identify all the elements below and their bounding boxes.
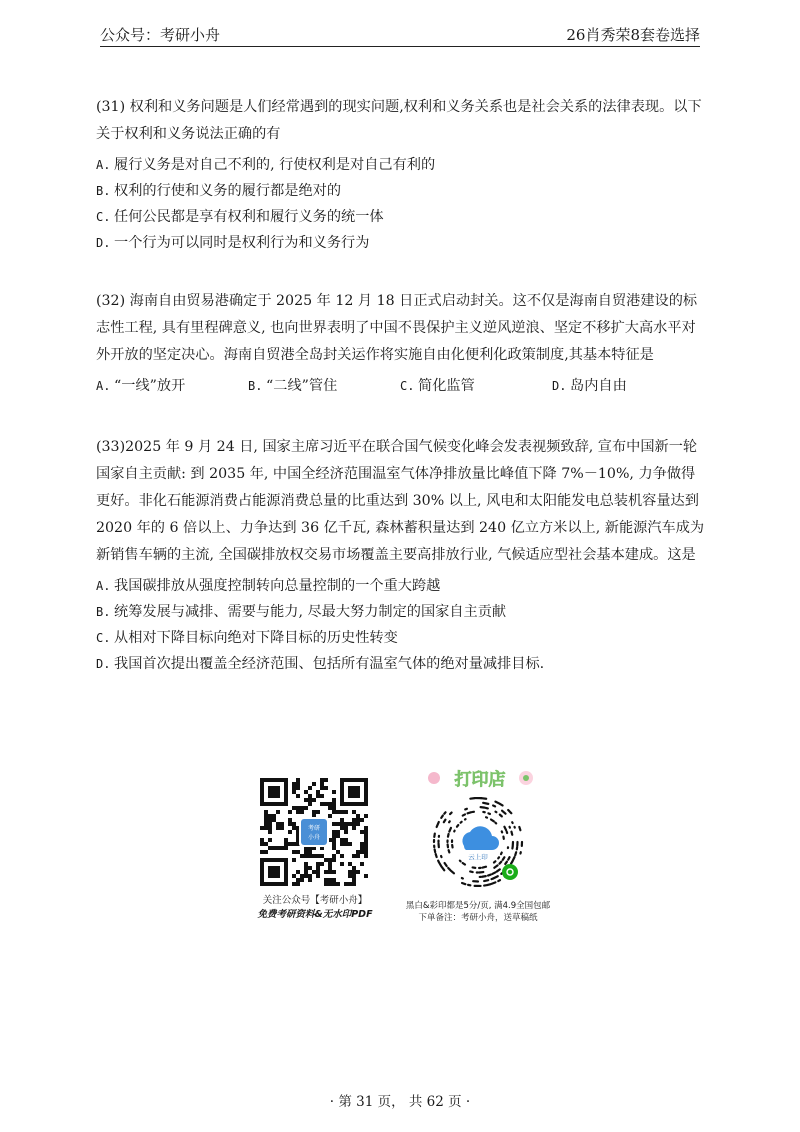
- qr1-caption-line1: 关注公众号【考研小舟】: [262, 895, 368, 906]
- qr2-center-label: 云上印: [468, 853, 488, 861]
- option-list: [96, 152, 706, 256]
- wechat-qr-code[interactable]: [256, 774, 372, 890]
- shop-title: 打印店: [454, 770, 506, 790]
- option-b: B. 统筹发展与减排、需要与能力, 尽最大努力制定的国家自主贡献: [96, 604, 507, 620]
- header-left: 公众号：考研小舟: [100, 26, 221, 44]
- option-d: D. 岛内自由: [552, 378, 627, 394]
- question-32: [96, 288, 706, 399]
- option-text: “二线”管住: [266, 378, 338, 394]
- question-stem: (31) 权利和义务问题是人们经常遇到的现实问题,权利和义务关系也是社会关系的法律表现。以下关于权利和义务说法正确的有: [96, 99, 702, 142]
- option-a: A. “一线”放开: [96, 378, 186, 394]
- page-header: [100, 22, 700, 47]
- option-text: 我国碳排放从强度控制转向总量控制的一个重大跨越: [114, 578, 441, 594]
- wechat-qr-block: [248, 762, 382, 938]
- question-33: [96, 434, 706, 677]
- miniapp-code[interactable]: [428, 792, 528, 892]
- page-footer: · 第 31 页， 共 62 页 ·: [329, 1094, 471, 1110]
- qr1-caption-line2: 免费考研资料&无水印PDF: [257, 909, 373, 920]
- promo-area: [248, 762, 550, 938]
- header-right: 26肖秀荣8套卷选择: [566, 26, 700, 44]
- option-b: B. “二线”管住: [248, 378, 338, 394]
- option-text: “一线”放开: [114, 378, 186, 394]
- option-a: A. 履行义务是对自己不利的, 行使权利是对自己有利的: [96, 157, 436, 173]
- option-a: A. 我国碳排放从强度控制转向总量控制的一个重大跨越: [96, 578, 441, 594]
- option-text: 岛内自由: [570, 378, 627, 394]
- option-b: B. 权利的行使和义务的履行都是绝对的: [96, 183, 342, 199]
- flower-icon: [428, 772, 440, 784]
- question-31: [96, 94, 706, 256]
- option-d: D. 一个行为可以同时是权利行为和义务行为: [96, 235, 370, 251]
- option-c: C. 任何公民都是享有权利和履行义务的统一体: [96, 209, 384, 225]
- option-d: D. 我国首次提出覆盖全经济范围、包括所有温室气体的绝对量减排目标.: [96, 656, 545, 672]
- option-text: 一个行为可以同时是权利行为和义务行为: [114, 235, 370, 251]
- option-c: C. 简化监管: [400, 378, 475, 394]
- option-text: 统筹发展与减排、需要与能力, 尽最大努力制定的国家自主贡献: [114, 604, 507, 620]
- miniapp-icon: [502, 864, 518, 880]
- question-stem: (32) 海南自由贸易港确定于 2025 年 12 月 18 日正式启动封关。这不仅是海南自贸港建设的标志性工程, 具有里程碑意义, 也向世界表明了中国不畏保护主义逆风逆浪、坚定不移扩大高水平对外开放的坚定决心。海南自贸港全岛封关运作将实施自由化便利化政策制度,其基本特征是: [96, 293, 698, 363]
- option-text: 简化监管: [418, 378, 475, 394]
- question-stem: (33)2025 年 9 月 24 日, 国家主席习近平在联合国气候变化峰会发表视频致辞, 宣布中国新一轮国家自主贡献: 到 2035 年, 中国全经济范围温室气体净排放量比峰值下降 7%－10%, 力争做得更好。非化石能源消费占能源消费总量的比重达到 30% 以上, 风电和太阳能发电总装机容量达到 2020 年的 6 倍以上、力争达到 36 亿千瓦, 森林蓄积量达到 240 亿立方米以上, 新能源汽车成为新销售车辆的主流, 全国碳排放权交易市场覆盖主要高排放行业, 气候适应型社会基本建成。这是: [96, 439, 705, 563]
- qr2-caption-line2: 下单备注：考研小舟，送草稿纸: [418, 913, 538, 923]
- option-c: C. 从相对下降目标向绝对下降目标的历史性转变: [96, 630, 398, 646]
- qr1-logo-line2: 小舟: [307, 834, 321, 841]
- qr2-caption-line1: 黑白&彩印都是5分/页, 满4.9全国包邮: [405, 901, 551, 911]
- option-text: 任何公民都是享有权利和履行义务的统一体: [114, 209, 384, 225]
- qr1-logo-line1: 考研: [307, 825, 321, 832]
- print-shop-banner: [420, 764, 540, 792]
- option-text: 履行义务是对自己不利的, 行使权利是对自己有利的: [114, 157, 436, 173]
- option-text: 权利的行使和义务的履行都是绝对的: [114, 183, 342, 199]
- option-row: [96, 373, 706, 399]
- option-text: 我国首次提出覆盖全经济范围、包括所有温室气体的绝对量减排目标.: [114, 656, 545, 672]
- option-list: [96, 573, 706, 677]
- print-shop-qr-block: [406, 762, 550, 938]
- option-text: 从相对下降目标向绝对下降目标的历史性转变: [114, 630, 398, 646]
